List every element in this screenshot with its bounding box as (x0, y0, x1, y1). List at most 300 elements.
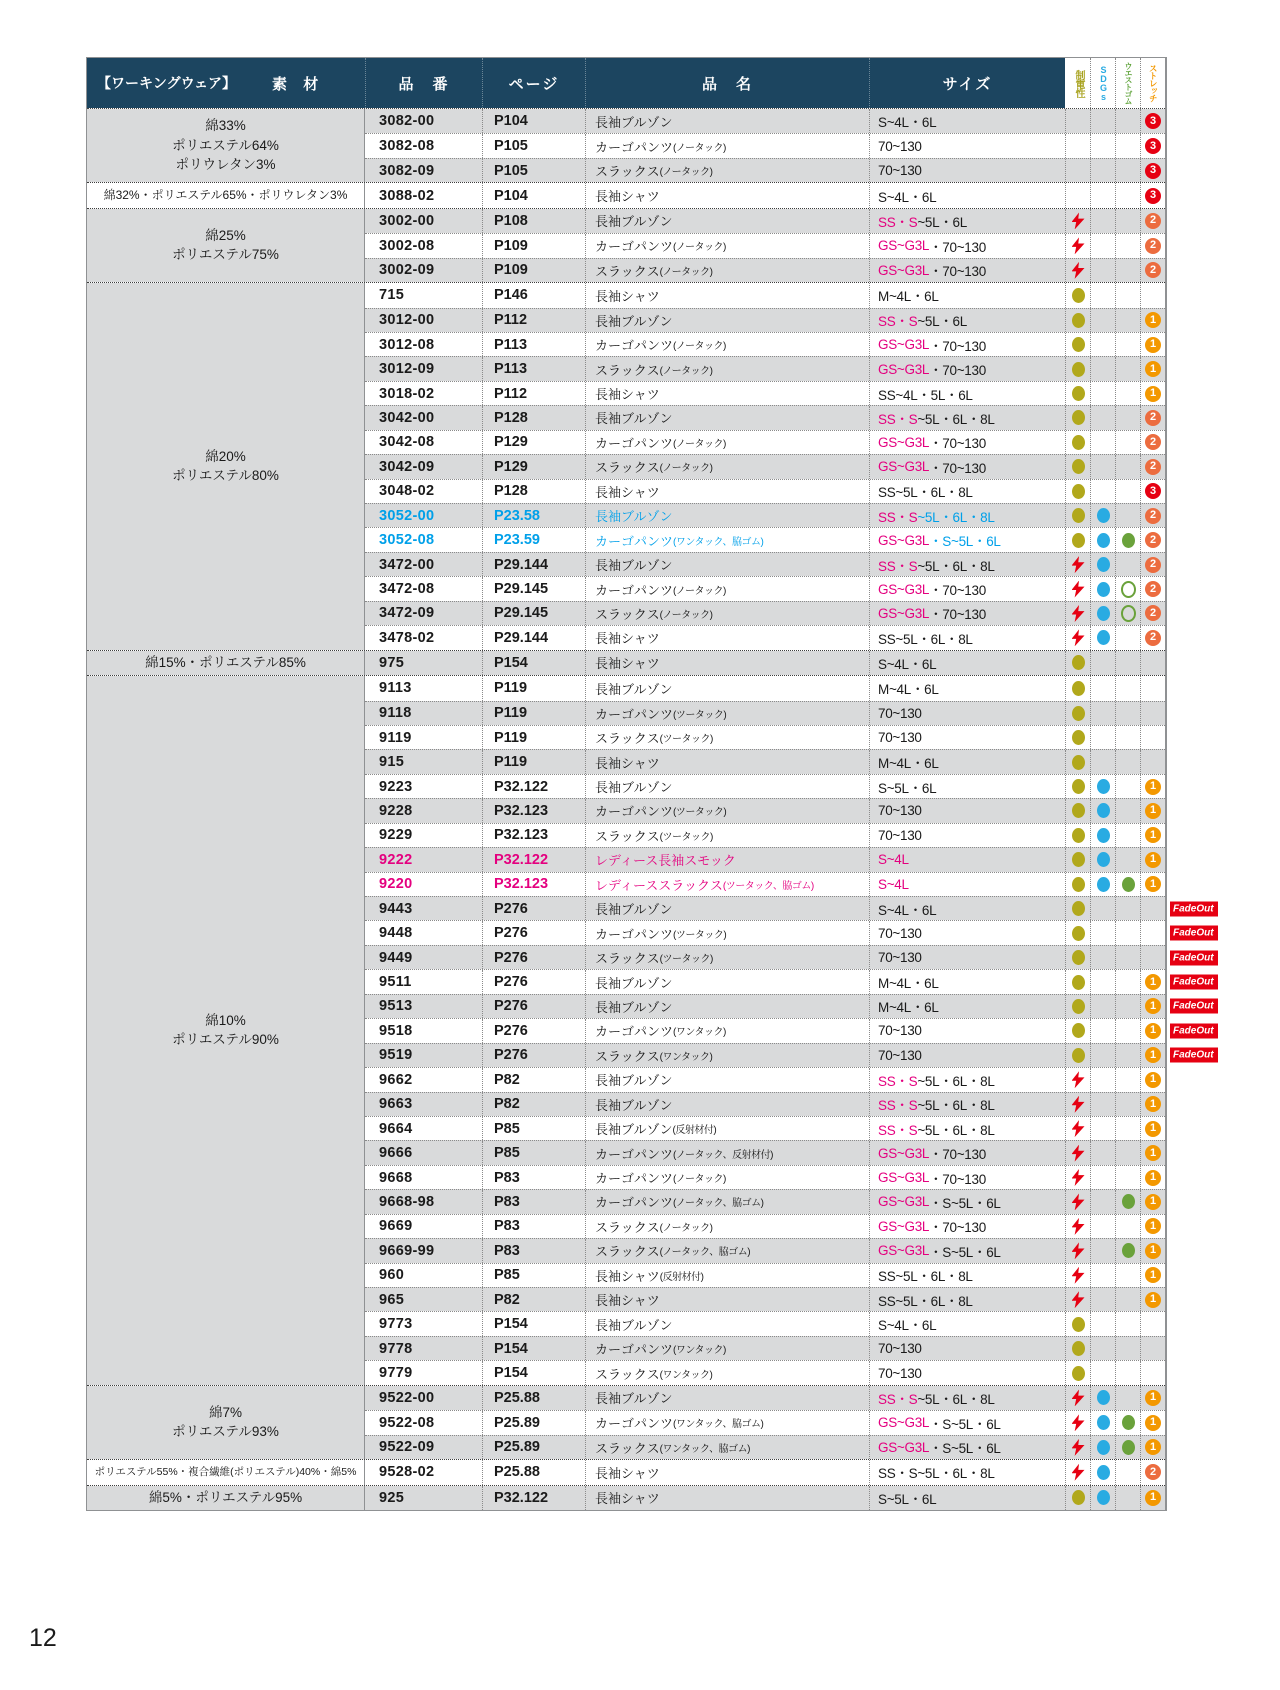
size-segment: GS~G3L (878, 459, 930, 475)
waist-elastic-cell (1115, 897, 1140, 920)
size-segment: S~4L・6L (878, 115, 937, 131)
stretch-cell (1140, 1361, 1165, 1384)
size-segment: ・S~5L・6L (929, 1244, 1001, 1260)
sdgs-cell (1090, 1068, 1115, 1091)
sdgs-cell (1090, 333, 1115, 356)
stretch-level-badge: 2 (1145, 508, 1161, 524)
size-range (869, 382, 1065, 405)
lightning-bolt-icon (1072, 1389, 1085, 1406)
stretch-level-badge: 2 (1145, 605, 1161, 621)
waist-elastic-cell (1115, 577, 1140, 600)
table-row (365, 945, 1214, 969)
size-segment: GS~G3L (878, 1439, 930, 1455)
size-segment: ・70~130 (929, 436, 986, 452)
stretch-cell (1140, 1166, 1165, 1189)
item-name-detail: (ツータック) (659, 734, 713, 746)
item-number: 3472-00 (379, 556, 435, 573)
item-number: 3002-00 (379, 212, 435, 229)
size-range (869, 946, 1065, 969)
antistatic-cell (1065, 309, 1090, 332)
size-range (869, 824, 1065, 847)
lightning-bolt-icon (1072, 1414, 1085, 1431)
table-row (365, 258, 1165, 282)
lightning-bolt-icon (1072, 1267, 1085, 1284)
size-range (869, 1386, 1065, 1410)
size-segment: ・70~130 (929, 338, 986, 354)
item-number: 3002-08 (379, 237, 435, 254)
table-row (365, 308, 1165, 332)
group-rows (365, 651, 1165, 675)
stretch-cell (1140, 602, 1165, 625)
item-number: 3082-00 (379, 113, 435, 130)
sdgs-cell (1090, 775, 1115, 798)
table-row (365, 503, 1165, 527)
item-number: 3082-08 (379, 138, 435, 155)
size-segment: 70~130 (878, 1365, 922, 1381)
item-name-detail: (ワンタック) (659, 1051, 713, 1063)
item-name: 長袖シャツ (585, 283, 869, 307)
item-number: 9228 (379, 802, 413, 819)
item-number: 3012-08 (379, 336, 435, 353)
table-row (365, 454, 1165, 478)
table-row (365, 283, 1165, 307)
item-name: 長袖シャツ (585, 480, 869, 503)
item-name: スラックス (ノータック) (585, 1215, 869, 1238)
stretch-cell (1140, 455, 1165, 478)
page-reference: P32.122 (482, 1486, 585, 1510)
item-number: 9522-08 (379, 1414, 435, 1431)
size-segment: SS・S (878, 1122, 918, 1138)
sdgs-cell (1090, 431, 1115, 454)
sdgs-cell (1090, 824, 1115, 847)
stretch-cell (1140, 1019, 1165, 1042)
item-number: 9669-99 (379, 1242, 435, 1259)
material-cell: 綿10% ポリエステル90% (87, 676, 365, 1385)
table-row (365, 576, 1165, 600)
page-reference: P25.88 (482, 1460, 585, 1484)
antistatic-cell (1065, 259, 1090, 282)
lightning-bolt-icon (1072, 556, 1085, 573)
size-segment: M~4L・6L (878, 1000, 939, 1016)
table-row (365, 969, 1214, 993)
item-name: スラックス (ワンタック、脇ゴム) (585, 1436, 869, 1459)
page-reference: P276 (482, 1019, 585, 1042)
size-segment: S~4L (878, 852, 909, 868)
stretch-cell (1140, 775, 1165, 798)
size-segment: 70~130 (878, 163, 922, 179)
page-reference: P104 (482, 183, 585, 207)
size-segment: GS~G3L (878, 434, 930, 450)
size-range (869, 1117, 1065, 1140)
lightning-bolt-icon (1072, 212, 1085, 229)
size-range (869, 1312, 1065, 1335)
item-name: 長袖シャツ (585, 382, 869, 405)
fadeout-badge: FadeOut (1170, 901, 1218, 916)
item-number: 9118 (379, 705, 412, 722)
table-row (365, 381, 1165, 405)
stretch-level-badge: 2 (1145, 557, 1161, 573)
antistatic-cell (1065, 775, 1090, 798)
header-item-no: 品 番 (365, 58, 482, 108)
item-name: カーゴパンツ (ノータック) (585, 577, 869, 600)
antistatic-dot-icon (1072, 1341, 1085, 1356)
stretch-cell (1140, 1093, 1165, 1116)
antistatic-cell (1065, 1068, 1090, 1091)
stretch-cell (1140, 528, 1165, 551)
stretch-level-badge: 2 (1145, 262, 1161, 278)
sdgs-dot-icon (1097, 1390, 1110, 1405)
material-column-label: 素 材 (272, 75, 325, 93)
item-name-detail: (ノータック) (659, 266, 713, 278)
sdgs-cell (1090, 1486, 1115, 1510)
stretch-level-badge: 1 (1145, 1292, 1161, 1308)
waist-elastic-cell (1115, 873, 1140, 896)
sdgs-cell (1090, 309, 1115, 332)
waist-elastic-cell (1115, 946, 1140, 969)
material-group (87, 675, 1214, 1385)
fadeout-badge: FadeOut (1170, 926, 1218, 941)
stretch-level-badge: 1 (1145, 1218, 1161, 1234)
size-segment: GS~G3L (878, 1170, 930, 1186)
waist-elastic-cell (1115, 209, 1140, 233)
page-reference: P104 (482, 109, 585, 133)
waist-elastic-cell (1115, 283, 1140, 307)
size-range (869, 702, 1065, 725)
waist-elastic-cell (1115, 109, 1140, 133)
antistatic-dot-icon (1072, 435, 1085, 450)
page-reference: P85 (482, 1141, 585, 1164)
item-number: 9664 (379, 1120, 413, 1137)
stretch-level-badge: 1 (1145, 1390, 1161, 1406)
sdgs-dot-icon (1097, 557, 1110, 572)
item-number: 3042-08 (379, 434, 435, 451)
sdgs-cell (1090, 357, 1115, 380)
item-name-detail: (ノータック) (659, 365, 713, 377)
stretch-level-badge: 1 (1145, 827, 1161, 843)
item-name: スラックス (ノータック) (585, 357, 869, 380)
size-segment: ・70~130 (929, 264, 986, 280)
size-range (869, 1166, 1065, 1189)
sdgs-cell (1090, 995, 1115, 1018)
antistatic-cell (1065, 824, 1090, 847)
item-number: 9668-98 (379, 1193, 435, 1210)
header-size: サイズ (869, 58, 1065, 108)
stretch-column-label: ストレッチ (1148, 64, 1159, 102)
lightning-bolt-icon (1072, 1169, 1085, 1186)
size-segment: 70~130 (878, 925, 922, 941)
table-row (365, 651, 1165, 675)
group-rows (365, 676, 1214, 1385)
item-name-detail: (ツータック) (673, 929, 727, 941)
waist-elastic-cell (1115, 382, 1140, 405)
stretch-cell (1140, 897, 1165, 920)
item-name: カーゴパンツ (ワンタック) (585, 1337, 869, 1360)
stretch-cell (1140, 234, 1165, 257)
sdgs-cell (1090, 873, 1115, 896)
item-name-detail: (ワンタック、脇ゴム) (659, 1443, 750, 1455)
item-name-detail: (ツータック) (673, 709, 727, 721)
size-range (869, 1436, 1065, 1459)
size-range (869, 1288, 1065, 1311)
item-name: スラックス (ツータック) (585, 946, 869, 969)
header-sdgs (1090, 58, 1115, 108)
antistatic-cell (1065, 970, 1090, 993)
stretch-cell (1140, 702, 1165, 725)
size-segment: SS~4L・5L・6L (878, 387, 973, 403)
size-segment: ~5L・6L・8L (917, 1098, 995, 1114)
page-reference: P113 (482, 333, 585, 356)
item-name-detail: (ノータック、脇ゴム) (659, 1247, 751, 1259)
page-reference: P128 (482, 480, 585, 503)
waist-elastic-cell (1115, 702, 1140, 725)
sdgs-cell (1090, 134, 1115, 157)
header-material (87, 58, 365, 108)
antistatic-cell (1065, 651, 1090, 675)
page-reference: P23.58 (482, 504, 585, 527)
sdgs-cell (1090, 1044, 1115, 1067)
item-name: カーゴパンツ (ツータック) (585, 921, 869, 944)
sdgs-cell (1090, 1460, 1115, 1484)
size-range (869, 406, 1065, 429)
antistatic-cell (1065, 873, 1090, 896)
item-name: 長袖シャツ (585, 750, 869, 773)
group-rows (365, 1460, 1165, 1484)
page-reference: P29.145 (482, 602, 585, 625)
waist-elastic-cell (1115, 1312, 1140, 1335)
table-row (365, 158, 1165, 182)
table-row (365, 552, 1165, 576)
waist-elastic-cell (1115, 431, 1140, 454)
page-reference: P129 (482, 455, 585, 478)
antistatic-cell (1065, 504, 1090, 527)
lightning-bolt-icon (1072, 262, 1085, 279)
waist-elastic-cell (1115, 1264, 1140, 1287)
size-segment: SS・S (878, 214, 918, 230)
sdgs-column-label: SDGs (1098, 65, 1109, 101)
size-range (869, 1068, 1065, 1091)
item-number: 9778 (379, 1340, 413, 1357)
stretch-level-badge: 1 (1145, 1096, 1161, 1112)
waist-elastic-cell (1115, 553, 1140, 576)
waist-elastic-cell (1115, 1411, 1140, 1434)
page-number: 12 (29, 1624, 57, 1652)
size-range (869, 921, 1065, 944)
antistatic-dot-icon (1072, 362, 1085, 377)
table-row (365, 1311, 1165, 1335)
item-name-detail: (ツータック) (659, 954, 713, 966)
page-reference: P154 (482, 1337, 585, 1360)
size-segment: S~4L (878, 876, 909, 892)
size-segment: SS・S (878, 509, 918, 525)
waist-elastic-cell (1115, 183, 1140, 207)
item-number: 9511 (379, 974, 412, 991)
antistatic-cell (1065, 1288, 1090, 1311)
stretch-cell (1140, 357, 1165, 380)
table-row (365, 725, 1165, 749)
stretch-cell (1140, 406, 1165, 429)
stretch-level-badge: 2 (1145, 630, 1161, 646)
lightning-bolt-icon (1072, 1193, 1085, 1210)
material-group (87, 1385, 1165, 1459)
antistatic-dot-icon (1072, 999, 1085, 1014)
size-segment: 70~130 (878, 827, 922, 843)
waist-elastic-cell (1115, 824, 1140, 847)
item-name: 長袖ブルゾン (585, 970, 869, 993)
waist-elastic-cell (1115, 676, 1140, 700)
item-name: 長袖ブルゾン (585, 1093, 869, 1116)
item-name: 長袖ブルゾン (585, 504, 869, 527)
item-name: スラックス (ノータック) (585, 259, 869, 282)
item-name: 長袖ブルゾン (585, 897, 869, 920)
page-reference: P119 (482, 726, 585, 749)
stretch-level-badge: 1 (1145, 876, 1161, 892)
table-row (365, 1189, 1165, 1213)
size-range (869, 234, 1065, 257)
size-segment: SS・S (878, 1098, 918, 1114)
stretch-cell (1140, 970, 1165, 993)
sdgs-cell (1090, 382, 1115, 405)
table-row (365, 1214, 1165, 1238)
stretch-level-badge: 1 (1145, 1267, 1161, 1283)
size-segment: S~5L・6L (878, 1491, 937, 1507)
table-row (365, 1410, 1165, 1434)
item-name: 長袖ブルゾン (585, 109, 869, 133)
item-number: 3472-08 (379, 581, 435, 598)
table-row (365, 1336, 1165, 1360)
stretch-level-badge: 1 (1145, 1194, 1161, 1210)
antistatic-cell (1065, 1117, 1090, 1140)
antistatic-dot-icon (1072, 533, 1085, 548)
sdgs-dot-icon (1097, 1490, 1110, 1505)
size-segment: S~4L・6L (878, 189, 937, 205)
size-range (869, 309, 1065, 332)
size-segment: GS~G3L (878, 337, 930, 353)
size-range (869, 528, 1065, 551)
stretch-cell (1140, 309, 1165, 332)
size-segment: ~5L・6L (917, 314, 967, 330)
item-name: 長袖シャツ (585, 651, 869, 675)
size-range (869, 1337, 1065, 1360)
stretch-level-badge: 1 (1145, 1023, 1161, 1039)
antistatic-dot-icon (1072, 803, 1085, 818)
table-row (365, 1238, 1165, 1262)
antistatic-dot-icon (1072, 1048, 1085, 1063)
size-range (869, 651, 1065, 675)
waist-elastic-cell (1115, 750, 1140, 773)
antistatic-cell (1065, 897, 1090, 920)
lightning-bolt-icon (1072, 1218, 1085, 1235)
waist-elastic-cell (1115, 1068, 1140, 1091)
stretch-level-badge: 1 (1145, 1047, 1161, 1063)
stretch-cell (1140, 1411, 1165, 1434)
size-range (869, 209, 1065, 233)
item-name: スラックス (ノータック) (585, 159, 869, 182)
waist-elastic-cell (1115, 1044, 1140, 1067)
size-range (869, 626, 1065, 649)
antistatic-cell (1065, 1093, 1090, 1116)
page-reference: P32.123 (482, 824, 585, 847)
group-rows (365, 209, 1165, 282)
sdgs-cell (1090, 1166, 1115, 1189)
item-number: 3018-02 (379, 385, 435, 402)
antistatic-cell (1065, 357, 1090, 380)
product-index-table (86, 57, 1214, 1511)
item-name-detail: (ノータック、反射材付) (673, 1149, 773, 1161)
waist-elastic-cell (1115, 406, 1140, 429)
table-row (365, 183, 1165, 207)
stretch-level-badge: 1 (1145, 386, 1161, 402)
page-reference: P29.144 (482, 626, 585, 649)
waist-elastic-cell (1115, 159, 1140, 182)
size-segment: ~5L・6L・8L (917, 1122, 995, 1138)
item-number: 3052-08 (379, 532, 435, 549)
antistatic-dot-icon (1072, 852, 1085, 867)
table-row (365, 133, 1165, 157)
waist-elastic-cell (1115, 357, 1140, 380)
waist-elastic-dot-icon (1122, 877, 1135, 892)
page-reference: P29.145 (482, 577, 585, 600)
size-range (869, 897, 1065, 920)
page-reference: P119 (482, 702, 585, 725)
item-number: 960 (379, 1267, 405, 1284)
waist-elastic-cell (1115, 1337, 1140, 1360)
sdgs-cell (1090, 1361, 1115, 1384)
size-range (869, 259, 1065, 282)
size-range (869, 1361, 1065, 1384)
waist-elastic-cell (1115, 1117, 1140, 1140)
stretch-cell (1140, 946, 1165, 969)
antistatic-dot-icon (1072, 410, 1085, 425)
antistatic-cell (1065, 1190, 1090, 1213)
size-range (869, 799, 1065, 822)
lightning-bolt-icon (1072, 605, 1085, 622)
sdgs-cell (1090, 921, 1115, 944)
stretch-cell (1140, 921, 1165, 944)
item-name: 長袖ブルゾン (585, 995, 869, 1018)
antistatic-cell (1065, 234, 1090, 257)
page-reference: P32.122 (482, 848, 585, 871)
material-cell: ポリエステル55%・複合繊維(ポリエステル)40%・綿5% (87, 1460, 365, 1484)
item-name-detail: (ノータック) (659, 609, 713, 621)
size-range (869, 183, 1065, 207)
size-range (869, 1486, 1065, 1510)
stretch-cell (1140, 183, 1165, 207)
size-range (869, 333, 1065, 356)
stretch-level-badge: 2 (1145, 410, 1161, 426)
sdgs-cell (1090, 504, 1115, 527)
stretch-level-badge: 2 (1145, 459, 1161, 475)
stretch-cell (1140, 995, 1165, 1018)
sdgs-dot-icon (1097, 630, 1110, 645)
item-name: 長袖ブルゾン (反射材付) (585, 1117, 869, 1140)
size-segment: ・70~130 (929, 583, 986, 599)
antistatic-cell (1065, 209, 1090, 233)
size-segment: M~4L・6L (878, 682, 939, 698)
sdgs-dot-icon (1097, 779, 1110, 794)
size-segment: GS~G3L (878, 1194, 930, 1210)
lightning-bolt-icon (1072, 1439, 1085, 1456)
item-number: 9513 (379, 998, 413, 1015)
stretch-cell (1140, 283, 1165, 307)
table-row (365, 872, 1165, 896)
stretch-level-badge: 1 (1145, 1415, 1161, 1431)
header-name: 品 名 (585, 58, 869, 108)
page-reference: P119 (482, 750, 585, 773)
group-rows (365, 1486, 1165, 1510)
size-range (869, 750, 1065, 773)
item-number: 3042-00 (379, 409, 435, 426)
size-segment: S~4L・6L (878, 656, 937, 672)
